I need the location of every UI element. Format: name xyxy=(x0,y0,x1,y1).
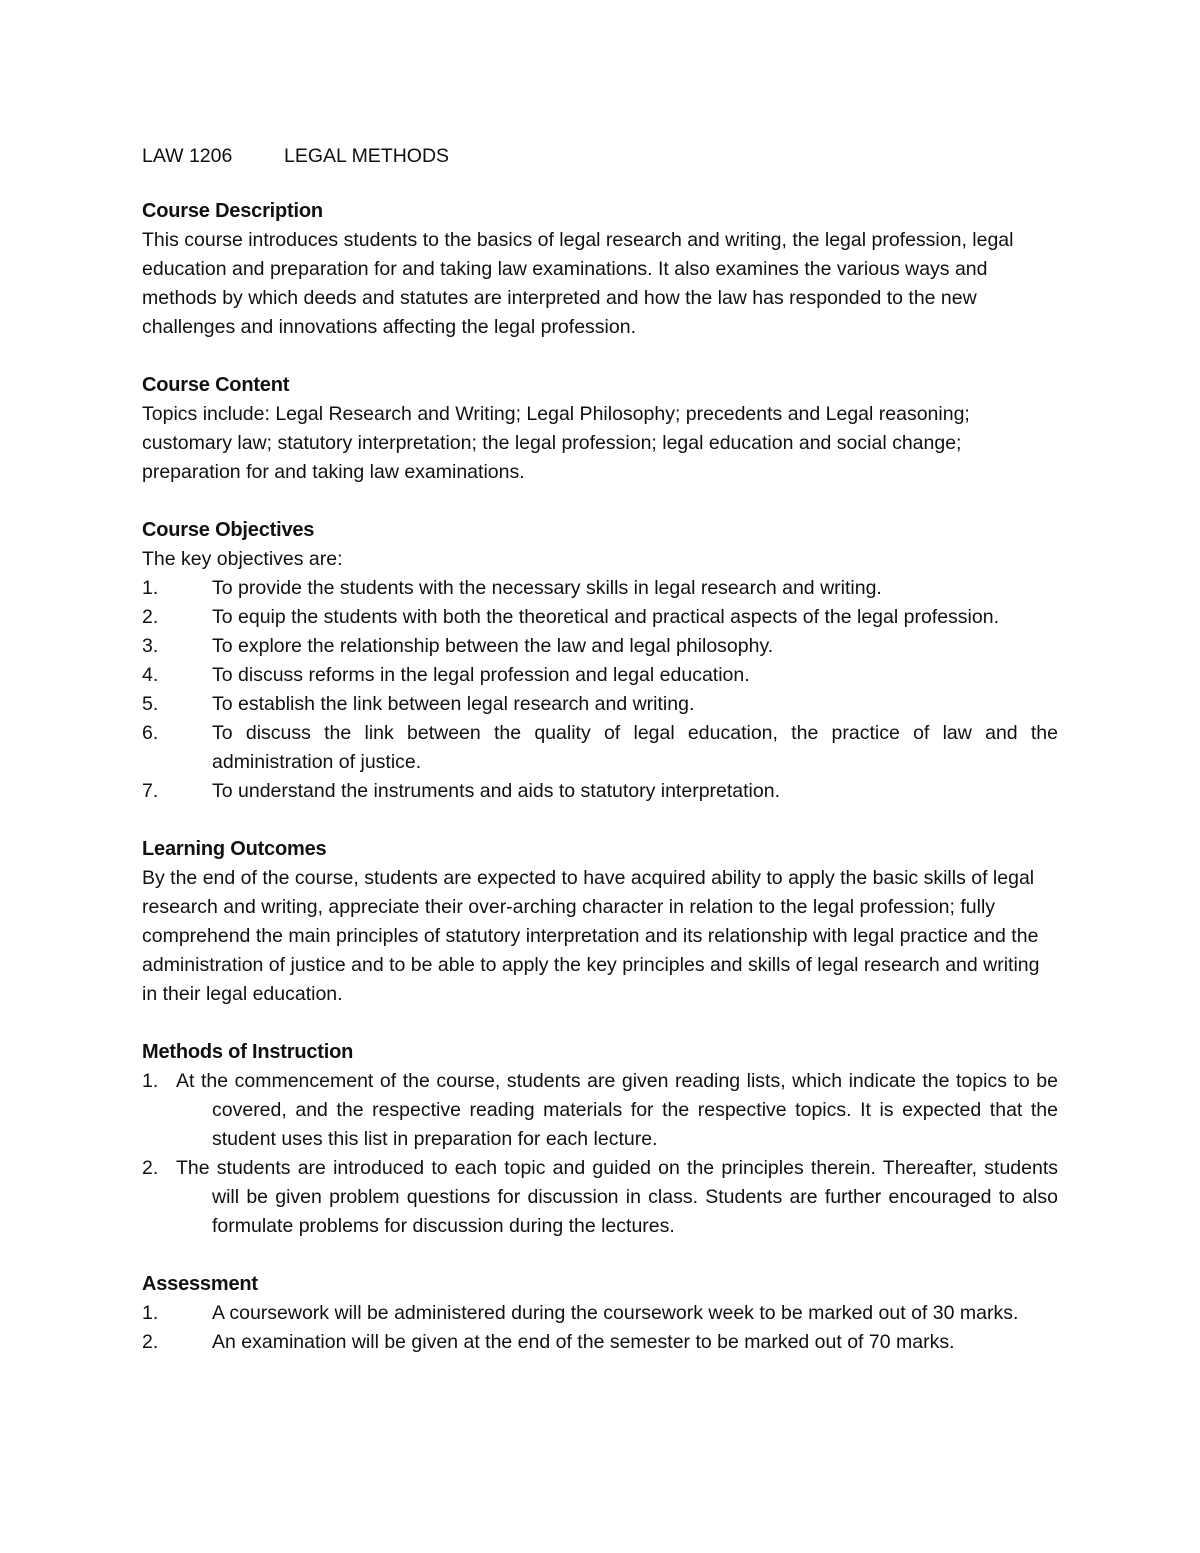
objective-item xyxy=(142,719,1058,777)
objective-number: 2. xyxy=(142,606,159,628)
course-objectives-section xyxy=(142,515,1058,806)
learning-outcomes-text: By the end of the course, students are expected to have acquired ability to apply the basic skills of legal research and writing, appreciate their over-arching character in relation to the legal profession; fully comprehend the main principles of statutory interpretation and its relationship with legal practice and the administration of justice and to be able to apply the key principles and skills of legal research and writing in their legal education. xyxy=(142,867,1040,1005)
course-description-heading: Course Description xyxy=(142,200,323,222)
objective-item xyxy=(142,632,1058,661)
learning-outcomes-heading: Learning Outcomes xyxy=(142,838,327,860)
objective-text: To establish the link between legal research and writing. xyxy=(212,693,695,715)
methods-of-instruction-section xyxy=(142,1037,1058,1241)
objective-number: 3. xyxy=(142,635,159,657)
course-content-section xyxy=(142,370,1058,487)
objective-item xyxy=(142,777,1058,806)
course-description-section xyxy=(142,196,1058,342)
course-title: LEGAL METHODS xyxy=(284,145,450,167)
course-content-heading: Course Content xyxy=(142,374,290,396)
objective-text: To explore the relationship between the law and legal philosophy. xyxy=(212,635,774,657)
instruction-text: At the commencement of the course, students are given reading lists, which indicate the topics to be covered, and the respective reading materials for the respective topics. It is expected that the student uses this list in preparation for each lecture. xyxy=(176,1070,1058,1150)
instruction-number: 2. xyxy=(142,1157,159,1179)
assessment-item xyxy=(142,1328,1058,1357)
document-page xyxy=(142,140,1058,1385)
objective-number: 1. xyxy=(142,577,159,599)
objective-item xyxy=(142,690,1058,719)
learning-outcomes-section xyxy=(142,834,1058,1009)
instruction-text: The students are introduced to each topic and guided on the principles therein. Thereafter, students will be given problem questions for discussion in class. Students are further encouraged to also formulate problems for discussion during the lectures. xyxy=(176,1157,1058,1237)
assessment-heading: Assessment xyxy=(142,1273,258,1295)
instruction-item xyxy=(142,1067,1058,1154)
objective-number: 6. xyxy=(142,722,159,744)
assessment-number: 1. xyxy=(142,1302,159,1324)
methods-of-instruction-heading: Methods of Instruction xyxy=(142,1041,354,1063)
objective-text: To equip the students with both the theoretical and practical aspects of the legal profession. xyxy=(212,606,999,628)
assessment-list xyxy=(142,1299,1058,1357)
objective-number: 4. xyxy=(142,664,159,686)
course-content-text: Topics include: Legal Research and Writing; Legal Philosophy; precedents and Legal reasoning; customary law; statutory interpretation; the legal profession; legal education and social change; preparation for and taking law examinations. xyxy=(142,403,970,483)
objective-text: To discuss the link between the quality of legal education, the practice of law and the administration of justice. xyxy=(212,722,1058,773)
objective-number: 5. xyxy=(142,693,159,715)
objective-item xyxy=(142,661,1058,690)
instruction-list xyxy=(142,1067,1058,1241)
assessment-text: A coursework will be administered during the coursework week to be marked out of 30 marks. xyxy=(212,1302,1019,1324)
instruction-item xyxy=(142,1154,1058,1241)
course-description-text: This course introduces students to the basics of legal research and writing, the legal profession, legal education and preparation for and taking law examinations. It also examines the various ways and methods by which deeds and statutes are interpreted and how the law has responded to the new challenges and innovations affecting the legal profession. xyxy=(142,229,1014,338)
objective-item xyxy=(142,574,1058,603)
course-code: LAW 1206 xyxy=(142,145,233,167)
course-title-line xyxy=(142,140,1058,172)
assessment-item xyxy=(142,1299,1058,1328)
objective-text: To understand the instruments and aids to statutory interpretation. xyxy=(212,780,780,802)
objective-item xyxy=(142,603,1058,632)
objective-text: To discuss reforms in the legal profession and legal education. xyxy=(212,664,750,686)
assessment-number: 2. xyxy=(142,1331,159,1353)
objectives-list xyxy=(142,574,1058,806)
objective-number: 7. xyxy=(142,780,159,802)
course-objectives-intro: The key objectives are: xyxy=(142,548,343,570)
assessment-section xyxy=(142,1269,1058,1357)
course-objectives-heading: Course Objectives xyxy=(142,519,315,541)
assessment-text: An examination will be given at the end of the semester to be marked out of 70 marks. xyxy=(212,1331,955,1353)
instruction-number: 1. xyxy=(142,1070,159,1092)
objective-text: To provide the students with the necessary skills in legal research and writing. xyxy=(212,577,882,599)
